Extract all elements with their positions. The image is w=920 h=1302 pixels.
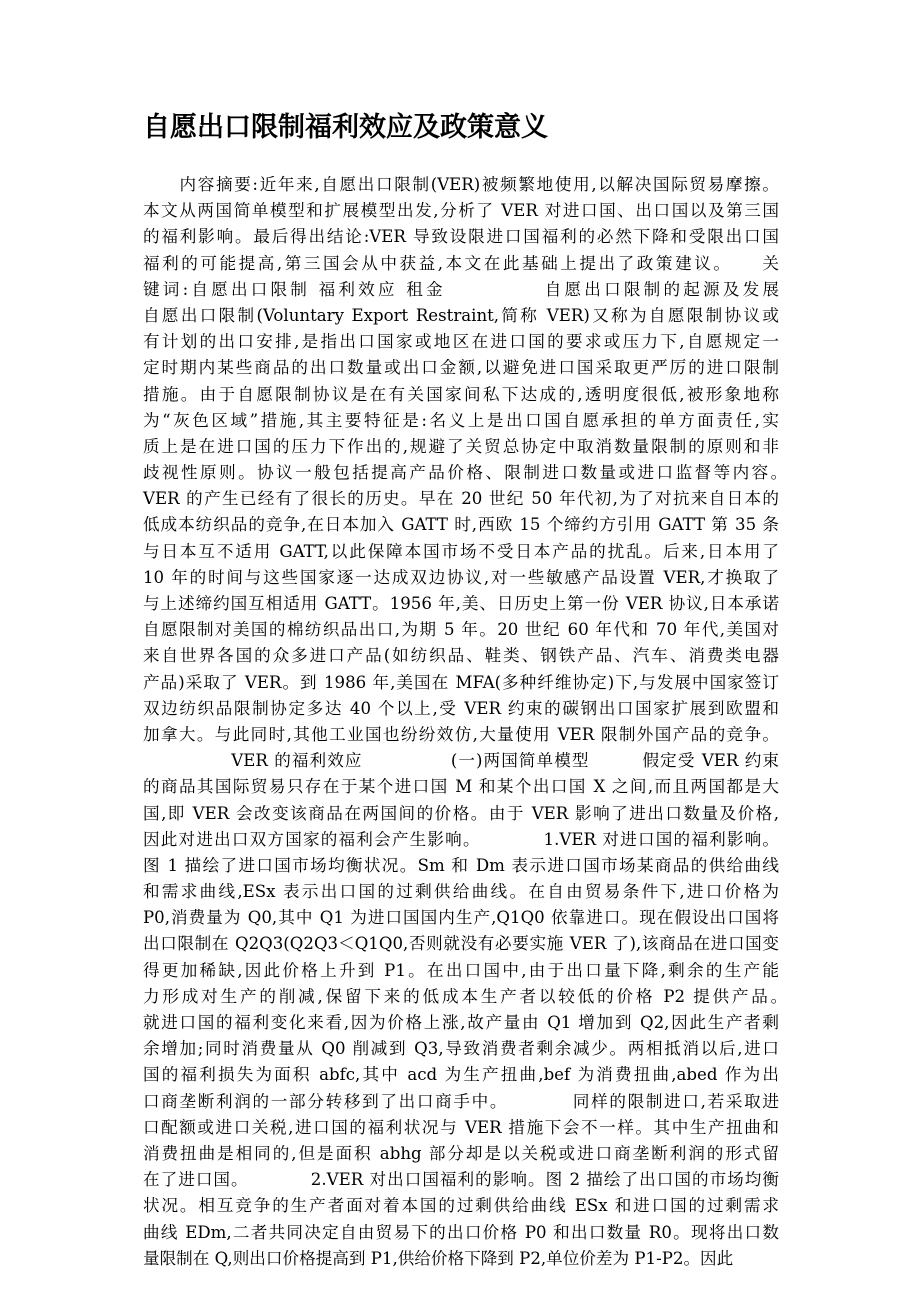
body-line: 与日本互不适用 GATT,以此保障本国市场不受日本产品的扰乱。后来,日本用了 (143, 541, 779, 561)
body-line: 因此对进出口双方国家的福利会产生影响。 1.VER 对进口国的福利影响。 (143, 829, 779, 849)
body-line: 在了进口国。 2.VER 对出口国福利的影响。图 2 描绘了出口国的市场均衡 (143, 1170, 779, 1190)
body-line: 余增加;同时消费量从 Q0 削减到 Q3,导致消费者剩余减少。两相抵消以后,进口 (143, 1039, 779, 1059)
body-line: 产品)采取了 VER。到 1986 年,美国在 MFA(多种纤维协定)下,与发展中国家签订 (143, 672, 779, 692)
body-line: 为“灰色区域”措施,其主要特征是:名义上是出口国自愿承担的单方面责任,实 (143, 410, 779, 430)
body-line: VER 的福利效应 (一)两国简单模型 假定受 VER 约束 (143, 751, 779, 771)
body-line: 量限制在 Q,则出口价格提高到 P1,供给价格下降到 P2,单位价差为 P1-P2。因此 (143, 1248, 734, 1268)
document-title: 自愿出口限制福利效应及政策意义 (143, 112, 548, 143)
body-line: 状况。相互竞争的生产者面对着本国的过剩供给曲线 ESx 和进口国的过剩需求 (143, 1196, 779, 1216)
body-line: 国,即 VER 会改变该商品在两国间的价格。由于 VER 影响了进出口数量及价格, (143, 803, 779, 823)
body-line: 10 年的时间与这些国家逐一达成双边协议,对一些敏感产品设置 VER,才换取了 (143, 567, 779, 587)
body-line: VER 的产生已经有了很长的历史。早在 20 世纪 50 年代初,为了对抗来自日本的 (143, 489, 779, 509)
body-line: 曲线 EDm,二者共同决定自由贸易下的出口价格 P0 和出口数量 R0。现将出口数 (143, 1222, 779, 1242)
body-line: 来自世界各国的众多进口产品(如纺织品、鞋类、钢铁产品、汽车、消费类电器 (143, 646, 779, 666)
body-line: 加拿大。与此同时,其他工业国也纷纷效仿,大量使用 VER 限制外国产品的竞争。 (143, 724, 779, 744)
body-line: 就进口国的福利变化来看,因为价格上涨,故产量由 Q1 增加到 Q2,因此生产者剩 (143, 1013, 779, 1032)
body-line: 消费扭曲是相同的,但是面积 abhg 部分却是以关税或进口商垄断利润的形式留 (143, 1143, 779, 1163)
body-line: 自愿限制对美国的棉纺织品出口,为期 5 年。20 世纪 60 年代和 70 年代,美国对 (143, 620, 779, 640)
body-line: 国的福利损失为面积 abfc,其中 acd 为生产扭曲,bef 为消费扭曲,abed 作为出 (143, 1065, 779, 1085)
body-line: 措施。由于自愿限制协议是在有关国家间私下达成的,透明度很低,被形象地称 (143, 384, 779, 404)
body-line: 键词:自愿出口限制 福利效应 租金 自愿出口限制的起源及发展 (143, 279, 813, 299)
body-line: 福利的可能提高,第三国会从中获益,本文在此基础上提出了政策建议。 关 (143, 253, 779, 273)
body-line: 自愿出口限制(Voluntary Export Restraint,简称 VER)又称为自愿限制协议或 (143, 305, 779, 325)
body-line: 双边纺织品限制协定多达 40 个以上,受 VER 约束的碳钢出口国家扩展到欧盟和 (143, 698, 779, 718)
document-body (143, 172, 813, 1272)
body-line: 与上述缔约国互相适用 GATT。1956 年,美、日历史上第一份 VER 协议,日本承诺 (143, 594, 779, 613)
body-line: 低成本纺织品的竞争,在日本加入 GATT 时,西欧 15 个缔约方引用 GATT 第 35 条 (143, 515, 779, 535)
body-line: P0,消费量为 Q0,其中 Q1 为进口国国内生产,Q1Q0 依靠进口。现在假设出口国将 (143, 908, 779, 928)
body-line: 力形成对生产的削减,保留下来的低成本生产者以较低的价格 P2 提供产品。 (143, 986, 796, 1006)
body-line: 的商品其国际贸易只存在于某个进口国 M 和某个出口国 X 之间,而且两国都是大 (143, 777, 779, 797)
body-line: 口商垄断利润的一部分转移到了出口商手中。 同样的限制进口,若采取进 (143, 1091, 779, 1111)
body-line: 和需求曲线,ESx 表示出口国的过剩供给曲线。在自由贸易条件下,进口价格为 (143, 882, 779, 902)
body-line: 歧视性原则。协议一般包括提高产品价格、限制进口数量或进口监督等内容。 (143, 463, 796, 483)
body-line: 出口限制在 Q2Q3(Q2Q3＜Q1Q0,否则就没有必要实施 VER 了),该商品在进口国变 (143, 934, 779, 954)
body-line: 得更加稀缺,因此价格上升到 P1。在出口国中,由于出口量下降,剩余的生产能 (143, 960, 779, 980)
body-line: 的福利影响。最后得出结论:VER 导致设限进口国福利的必然下降和受限出口国 (143, 227, 779, 247)
body-line: 定时期内某些商品的出口数量或出口金额,以避免进口国采取更严厉的进口限制 (143, 358, 779, 378)
body-line: 口配额或进口关税,进口国的福利状况与 VER 措施下会不一样。其中生产扭曲和 (143, 1117, 779, 1137)
body-line: 质上是在进口国的压力下作出的,规避了关贸总协定中取消数量限制的原则和非 (143, 436, 779, 456)
body-line: 有计划的出口安排,是指出口国家或地区在进口国的要求或压力下,自愿规定一 (143, 332, 779, 352)
body-line: 图 1 描绘了进口国市场均衡状况。Sm 和 Dm 表示进口国市场某商品的供给曲线 (143, 855, 779, 875)
body-line: 本文从两国简单模型和扩展模型出发,分析了 VER 对进口国、出口国以及第三国 (143, 201, 779, 221)
body-line: 内容摘要:近年来,自愿出口限制(VER)被频繁地使用,以解决国际贸易摩擦。 (143, 175, 779, 194)
